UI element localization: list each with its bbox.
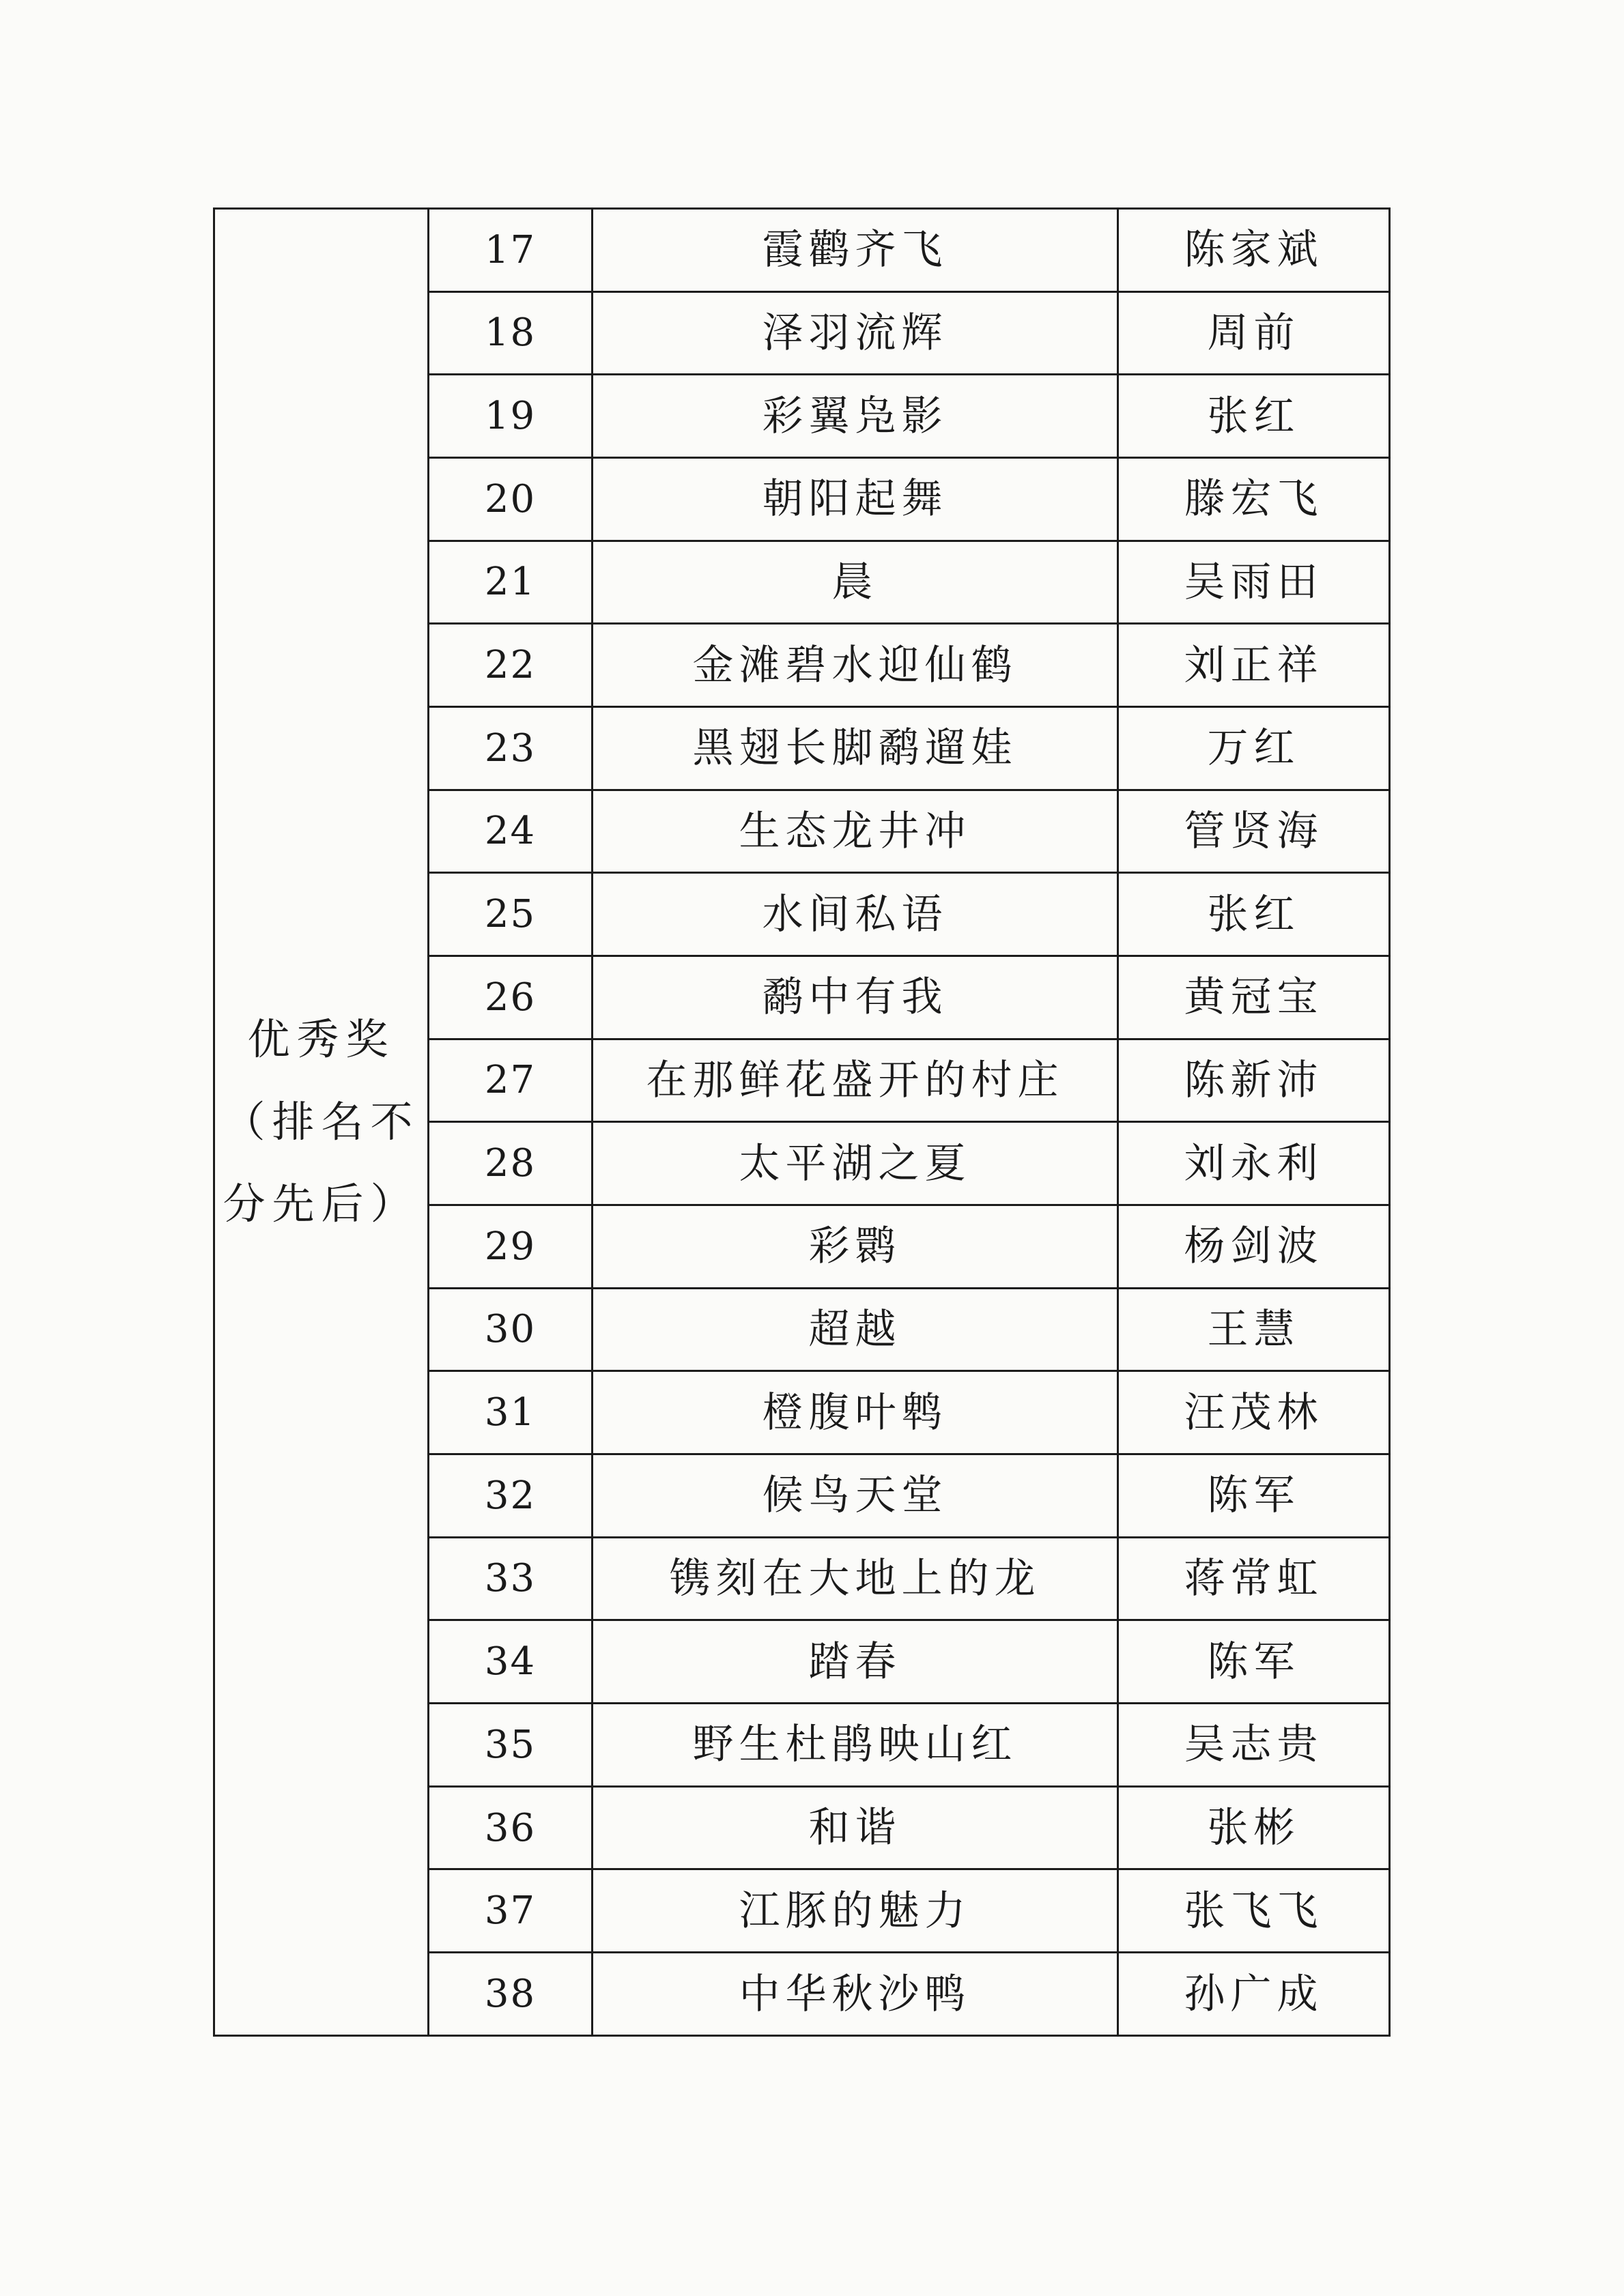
entry-title: 黑翅长脚鹬遛娃	[593, 707, 1118, 790]
entry-number: 28	[429, 1122, 593, 1205]
entry-author: 吴雨田	[1118, 541, 1390, 624]
entry-title: 超越	[593, 1288, 1118, 1371]
entry-author: 吴志贵	[1118, 1704, 1390, 1787]
entry-author: 陈军	[1118, 1620, 1390, 1704]
entry-author: 万红	[1118, 707, 1390, 790]
entry-title: 在那鲜花盛开的村庄	[593, 1039, 1118, 1122]
entry-number: 20	[429, 458, 593, 541]
award-category-line: 优秀奖	[247, 1014, 395, 1064]
entry-author: 管贤海	[1118, 790, 1390, 873]
entry-title: 水间私语	[593, 873, 1118, 956]
entry-title: 泽羽流辉	[593, 291, 1118, 375]
entry-title: 生态龙井冲	[593, 790, 1118, 873]
entry-number: 37	[429, 1869, 593, 1953]
entry-title: 朝阳起舞	[593, 458, 1118, 541]
entry-title: 和谐	[593, 1786, 1118, 1869]
table-row	[214, 209, 1390, 292]
entry-author: 王慧	[1118, 1288, 1390, 1371]
entry-number: 17	[429, 209, 593, 292]
entry-author: 汪茂林	[1118, 1371, 1390, 1454]
entry-number: 21	[429, 541, 593, 624]
entry-author: 黄冠宝	[1118, 956, 1390, 1039]
award-list-table	[213, 207, 1391, 2037]
entry-author: 刘正祥	[1118, 624, 1390, 707]
entry-title: 野生杜鹃映山红	[593, 1704, 1118, 1787]
entry-title: 橙腹叶鹎	[593, 1371, 1118, 1454]
entry-author: 蒋常虹	[1118, 1537, 1390, 1620]
entry-number: 36	[429, 1786, 593, 1869]
entry-author: 滕宏飞	[1118, 458, 1390, 541]
entry-number: 38	[429, 1953, 593, 2036]
entry-author: 杨剑波	[1118, 1205, 1390, 1289]
entry-title: 踏春	[593, 1620, 1118, 1704]
entry-number: 18	[429, 291, 593, 375]
entry-title: 霞鹳齐飞	[593, 209, 1118, 292]
entry-number: 22	[429, 624, 593, 707]
entry-number: 19	[429, 375, 593, 458]
entry-number: 26	[429, 956, 593, 1039]
entry-number: 29	[429, 1205, 593, 1289]
entry-author: 陈军	[1118, 1454, 1390, 1538]
table-body	[214, 209, 1390, 2036]
entry-number: 33	[429, 1537, 593, 1620]
entry-number: 34	[429, 1620, 593, 1704]
entry-title: 太平湖之夏	[593, 1122, 1118, 1205]
entry-author: 张红	[1118, 375, 1390, 458]
entry-number: 31	[429, 1371, 593, 1454]
entry-title: 彩翼凫影	[593, 375, 1118, 458]
entry-author: 周前	[1118, 291, 1390, 375]
entry-author: 陈新沛	[1118, 1039, 1390, 1122]
entry-number: 23	[429, 707, 593, 790]
award-category-line: （排名不	[223, 1096, 420, 1147]
entry-title: 江豚的魅力	[593, 1869, 1118, 1953]
entry-number: 32	[429, 1454, 593, 1538]
entry-title: 中华秋沙鸭	[593, 1953, 1118, 2036]
entry-title: 晨	[593, 541, 1118, 624]
entry-title: 候鸟天堂	[593, 1454, 1118, 1538]
entry-number: 25	[429, 873, 593, 956]
entry-author: 张飞飞	[1118, 1869, 1390, 1953]
award-category-line: 分先后）	[223, 1179, 420, 1229]
entry-title: 鹬中有我	[593, 956, 1118, 1039]
entry-number: 35	[429, 1704, 593, 1787]
entry-author: 张红	[1118, 873, 1390, 956]
entry-number: 24	[429, 790, 593, 873]
entry-title: 彩鹮	[593, 1205, 1118, 1289]
entry-title: 镌刻在大地上的龙	[593, 1537, 1118, 1620]
entry-author: 孙广成	[1118, 1953, 1390, 2036]
entry-number: 27	[429, 1039, 593, 1122]
entry-author: 刘永利	[1118, 1122, 1390, 1205]
entry-number: 30	[429, 1288, 593, 1371]
entry-author: 陈家斌	[1118, 209, 1390, 292]
award-category-cell	[214, 209, 429, 2036]
entry-author: 张彬	[1118, 1786, 1390, 1869]
entry-title: 金滩碧水迎仙鹤	[593, 624, 1118, 707]
